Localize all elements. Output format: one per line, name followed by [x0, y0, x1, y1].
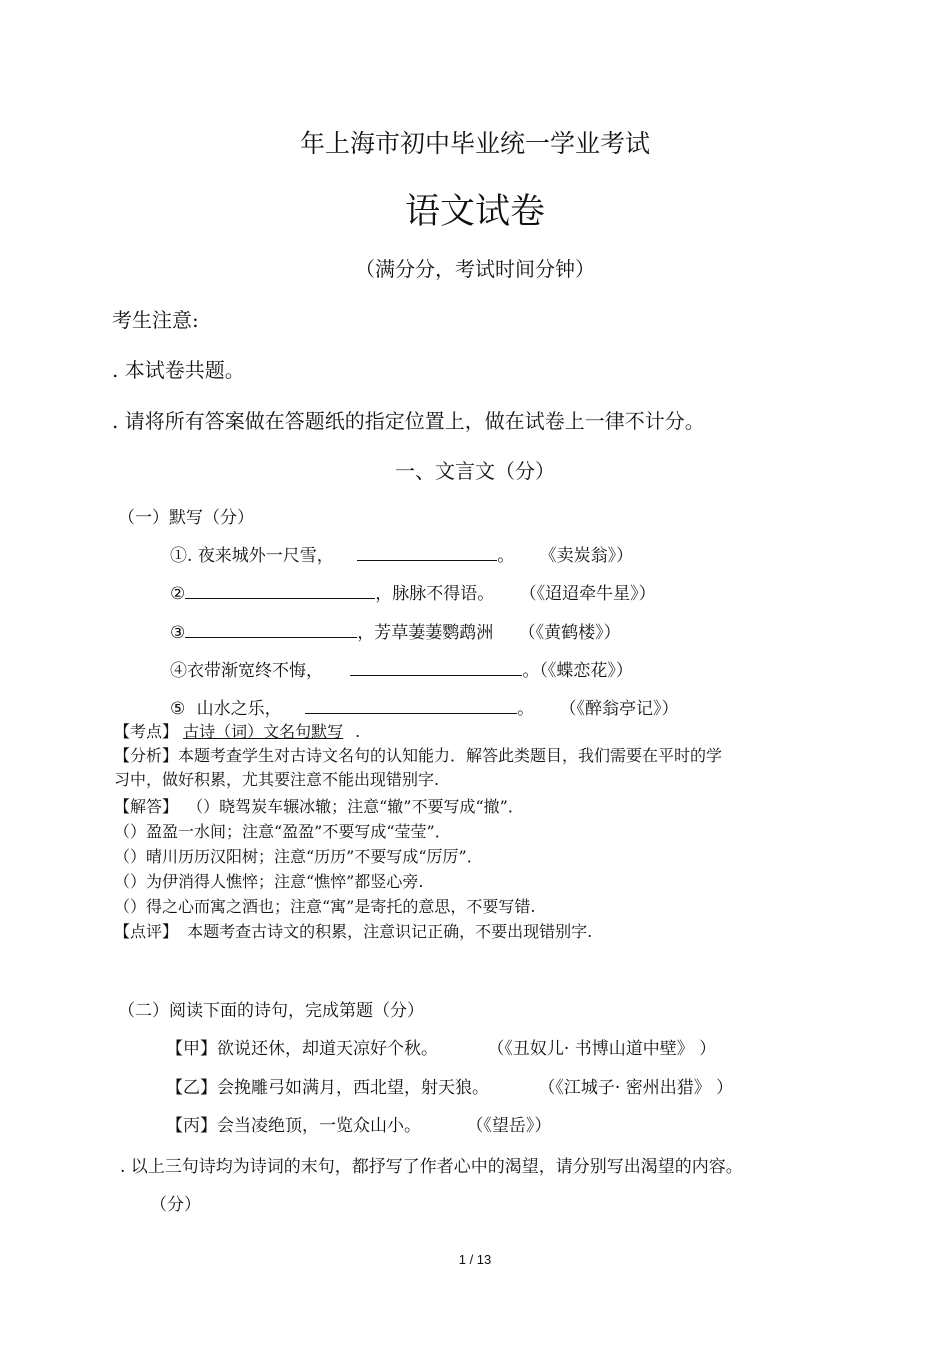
poem-bing — [166, 1111, 551, 1136]
q1-after: 。 — [497, 546, 515, 566]
poem-yi — [166, 1073, 733, 1098]
jieda-answer-2: （）盈盈一水间；注意“盈盈”不要写成“莹莹”． — [114, 822, 451, 841]
poem-jia-text: 【甲】欲说还休，却道天凉好个秋。 — [166, 1039, 438, 1059]
q3-after: ，芳草萋萋鹦鹉洲 — [357, 623, 494, 643]
exam-title: 语文试卷 — [404, 192, 545, 232]
dianping-line — [114, 920, 592, 944]
part1-title: （一）默写（分） — [118, 508, 254, 528]
q5-source: （《醉翁亭记》） — [559, 699, 679, 719]
fenxi-line-2: 习中，做好积累，尤其要注意不能出现错别字. — [114, 770, 440, 789]
kaodian-end: . — [355, 722, 361, 741]
q1-number: ①. — [170, 546, 193, 566]
poem-jia-source: （《丑奴儿· 书博山道中壁》 ） — [487, 1039, 717, 1059]
q5-number: ⑤ — [170, 699, 186, 719]
q1-source: 《卖炭翁》） — [539, 546, 634, 566]
question-2 — [170, 579, 656, 604]
answer-blank-2[interactable] — [185, 597, 375, 599]
kaodian-text: 古诗（词）文名句默写 — [183, 722, 344, 741]
jieda-label: 【解答】 — [114, 797, 179, 816]
q1-before: 夜来城外一尺雪， — [197, 546, 334, 566]
question-3 — [170, 618, 621, 643]
question-5 — [170, 694, 678, 719]
kaodian-line — [114, 720, 360, 744]
exam-subtitle: （满分分，考试时间分钟） — [355, 257, 595, 281]
fenxi-line-1 — [114, 744, 722, 768]
dianping-text: 本题考查古诗文的积累，注意识记正确，不要出现错别字. — [187, 922, 593, 941]
poem-yi-text: 【乙】会挽雕弓如满月，西北望，射天狼。 — [166, 1078, 489, 1098]
q4-text: ④衣带渐宽终不悔， — [170, 661, 323, 681]
part2-title: （二）阅读下面的诗句，完成第题（分） — [118, 1001, 424, 1021]
fenxi-label: 【分析】 — [114, 746, 179, 765]
exam-header-line: 年上海市初中毕业统一学业考试 — [299, 129, 650, 158]
poem-bing-text: 【丙】会当凌绝顶，一览众山小。 — [166, 1116, 421, 1136]
question-4 — [170, 656, 633, 681]
page-number: 1 / 13 — [458, 1252, 492, 1267]
q5-after: 。 — [517, 699, 535, 719]
jieda-line-1 — [114, 795, 524, 819]
notice-item-2: . 请将所有答案做在答题纸的指定位置上，做在试卷上一律不计分。 — [112, 409, 705, 433]
answer-blank-4[interactable] — [350, 674, 522, 676]
poem-bing-source: （《望岳》） — [466, 1116, 552, 1136]
jieda-answer-4: （）为伊消得人憔悴；注意“憔悴”都竖心旁. — [114, 872, 424, 891]
poem-jia — [166, 1034, 716, 1059]
q4-after: 。（《蝶恋花》） — [522, 661, 633, 681]
jieda-answer-5: （）得之心而寓之酒也；注意“寓”是寄托的意思，不要写错. — [114, 897, 536, 916]
dianping-label: 【点评】 — [114, 922, 179, 941]
q2-source: （《迢迢牵牛星》） — [519, 584, 656, 604]
fenxi-text-1: 本题考查学生对古诗文名句的认知能力．解答此类题目，我们需要在平时的学 — [178, 746, 723, 765]
q2-after: ，脉脉不得语。 — [375, 584, 495, 604]
answer-blank-3[interactable] — [185, 636, 357, 638]
jieda-answer-1: （）晓驾炭车辗冰辙；注意“辙”不要写成“撤”． — [187, 797, 524, 816]
q5-before: 山水之乐， — [196, 699, 282, 719]
question-6-score: （分） — [150, 1195, 201, 1215]
jieda-answer-3: （）晴川历历汉阳树；注意“历历”不要写成“厉厉”． — [114, 847, 483, 866]
answer-blank-1[interactable] — [357, 559, 497, 561]
answer-blank-5[interactable] — [305, 712, 517, 714]
q3-number: ③ — [170, 623, 186, 643]
kaodian-label: 【考点】 — [114, 722, 179, 741]
notice-heading: 考生注意: — [112, 308, 199, 332]
question-1 — [170, 541, 633, 566]
q3-source: （《黄鹤楼》） — [518, 623, 621, 643]
notice-item-1: . 本试卷共题。 — [112, 358, 245, 382]
poem-yi-source: （《江城子· 密州出猎》 ） — [538, 1078, 734, 1098]
question-6: . 以上三句诗均为诗词的末句，都抒写了作者心中的渴望，请分别写出渴望的内容。 — [120, 1157, 743, 1177]
q2-number: ② — [170, 584, 186, 604]
section-title: 一、文言文（分） — [395, 459, 555, 483]
